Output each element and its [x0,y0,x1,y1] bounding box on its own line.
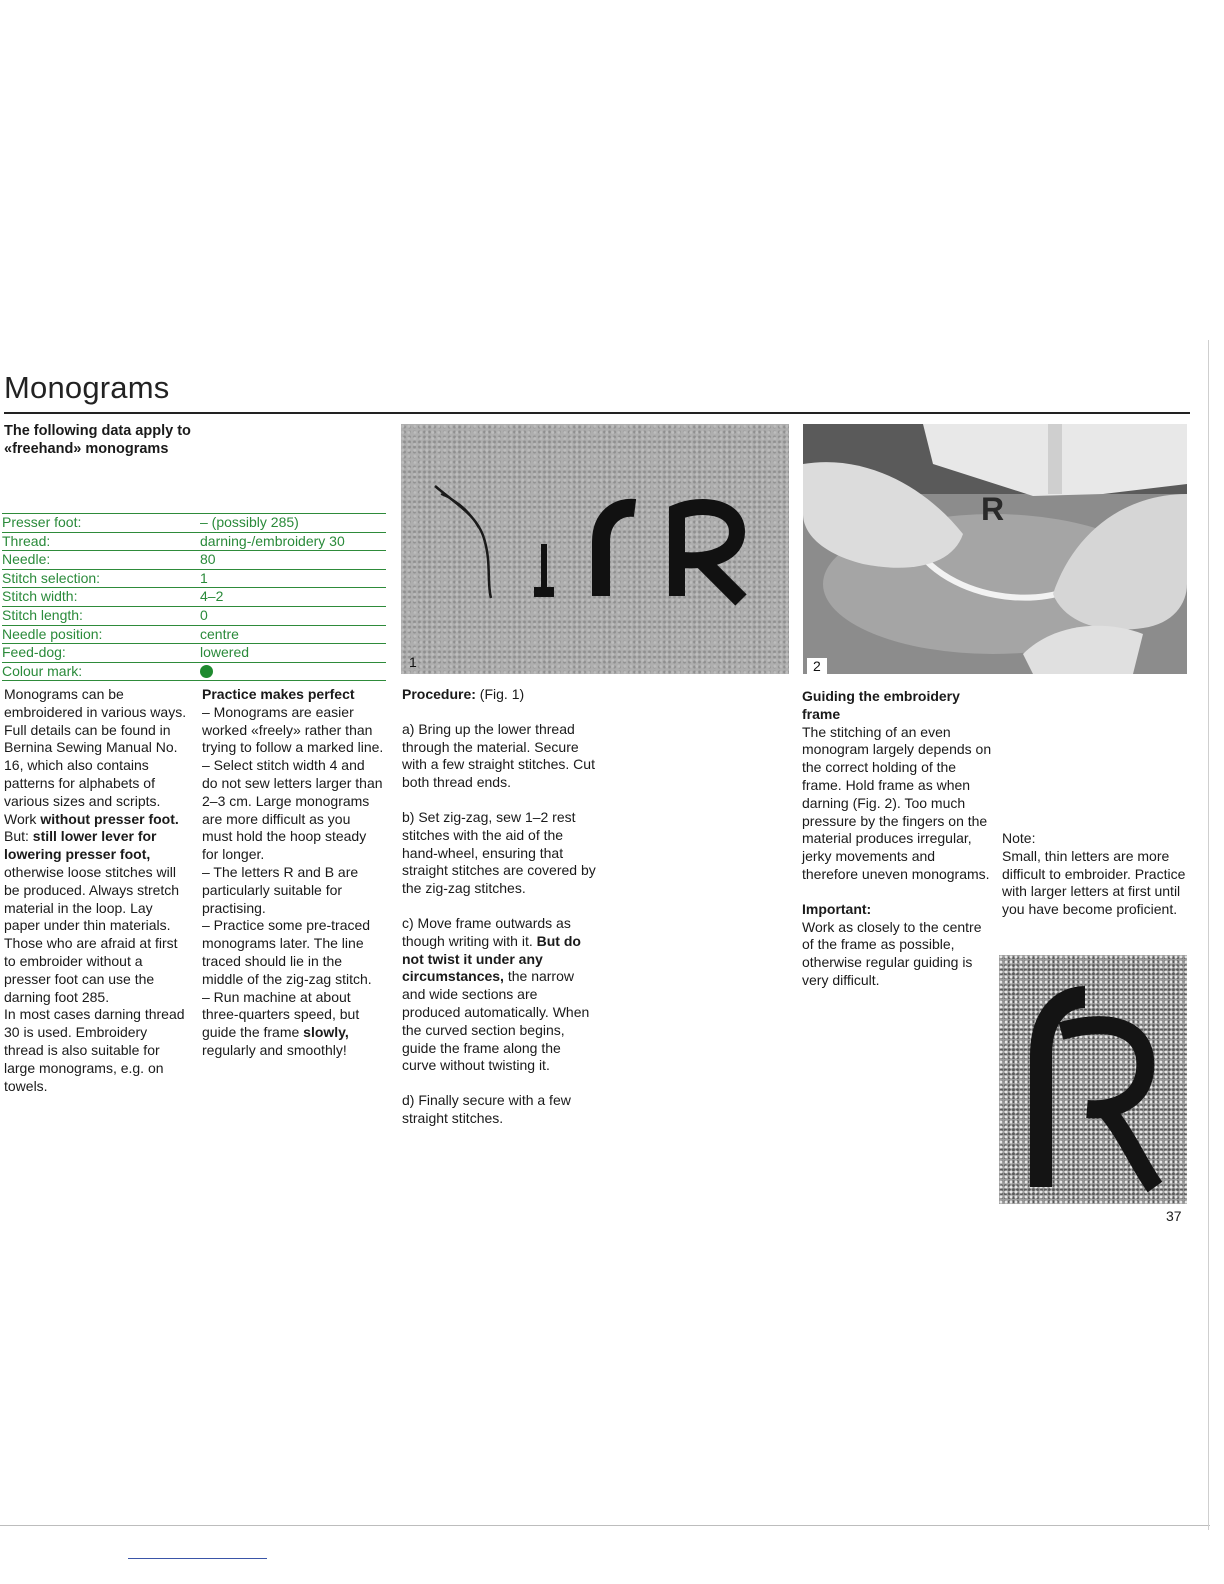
settings-label: Presser foot: [2,514,82,530]
settings-value: darning-/embroidery 30 [200,532,345,549]
figure-2-photo [803,424,1187,674]
page-edge [1208,340,1209,1530]
settings-row [2,513,386,532]
colour-mark-dot-icon [200,665,213,678]
practice-heading: Practice makes perfect [202,686,355,702]
practice-item: – Run machine at about three-quarters speed, but guide the frame slowly, regularly and smoothly! [202,988,360,1058]
figure-3-monogram-r [999,955,1187,1204]
settings-value: centre [200,625,239,642]
guiding-paragraph: The stitching of an even monogram largely depends on the correct holding of the frame. Hold frame as when darning (Fig. 2). Too much pressure by the fingers on the material produces irregular, jerky movements and therefore uneven monograms. [802,723,992,882]
settings-row [2,606,386,625]
column-practice [202,686,384,1060]
col1-paragraph: In most cases darning thread 30 is used. Embroidery thread is also suitable for large monograms, e.g. on towels. [4,1006,185,1094]
settings-row [2,662,386,682]
important-heading: Important: [802,900,872,917]
important-paragraph: Work as closely to the centre of the frame as possible, otherwise regular guiding is very difficult. [802,918,982,988]
settings-row [2,532,386,551]
settings-value: 4–2 [200,588,224,605]
settings-row [2,569,386,588]
svg-text:R: R [981,491,1005,527]
note-label: Note: [1002,830,1036,846]
procedure-heading: Procedure: (Fig. 1) [402,686,525,702]
figure-1-label: 1 [409,654,417,670]
settings-value [200,663,213,682]
settings-value: 0 [200,606,208,623]
practice-item: – Practice some pre-traced monograms later. The line traced should lie in the middle of the zig-zag stitch. [202,917,372,987]
column-procedure [402,686,596,1128]
bottom-rule [0,1525,1210,1526]
settings-value: – (possibly 285) [200,514,299,530]
title-rule [4,412,1190,414]
settings-table [2,513,386,681]
settings-label: Feed-dog: [2,644,66,661]
col1-paragraph: Monograms can be embroidered in various ways. Full details can be found in Bernina Sewing Manual No. 16, which also contains patterns for alphabets of various sizes and scripts. [4,686,187,809]
column-intro-text [4,686,190,1095]
procedure-step-d: d) Finally secure with a few straight stitches. [402,1092,571,1126]
column-guiding [802,688,992,990]
settings-label: Colour mark: [2,662,83,679]
settings-value: lowered [200,644,250,661]
figure-1-photo [401,424,789,674]
settings-label: Stitch width: [2,588,78,605]
intro-heading: The following data apply to «freehand» monograms [4,423,191,457]
guiding-heading: Guiding the embroidery frame [802,688,960,722]
footer-rule [128,1558,267,1559]
figure-3-photo [999,955,1187,1204]
practice-item: – Monograms are easier worked «freely» rather than trying to follow a marked line. [202,703,384,756]
col1-paragraph: Work without presser foot. But: still lower lever for lowering presser foot, otherwise loose stitches will be produced. Always stretch material in the loop. Lay paper under thin materials. [4,810,180,934]
settings-row [2,625,386,644]
settings-label: Needle position: [2,625,103,642]
column-note [1002,830,1188,919]
procedure-step-a: a) Bring up the lower thread through the material. Secure with a few straight stitches. Cut both thread ends. [402,720,595,791]
settings-value: 80 [200,551,216,568]
figure-1-illustration [401,424,789,674]
practice-item: – Select stitch width 4 and do not sew letters larger than 2–3 cm. Large monograms are more difficult as you must hold the hoop steady for longer. [202,757,383,863]
page-number: 37 [1166,1208,1182,1224]
figure-2-illustration [803,424,1187,674]
settings-label: Thread: [2,532,51,549]
settings-label: Stitch selection: [2,569,101,586]
note-text: Small, thin letters are more difficult to embroider. Practice with larger letters at first until you have become proficient. [1002,847,1186,918]
settings-label: Needle: [2,551,51,568]
settings-row [2,550,386,569]
settings-label: Stitch length: [2,606,83,623]
practice-item: – The letters R and B are particularly suitable for practising. [202,863,359,916]
page-title: Monograms [4,370,170,405]
settings-row [2,643,386,662]
settings-value: 1 [200,569,208,586]
figure-2-label: 2 [807,658,827,674]
procedure-step-b: b) Set zig-zag, sew 1–2 rest stitches with the aid of the hand-wheel, ensuring that straight stitches are covered by the zig-zag stitches. [402,808,596,897]
col1-paragraph: Those who are afraid at first to embroider without a presser foot can use the darning foot 285. [4,935,178,1005]
procedure-step-c: c) Move frame outwards as though writing with it. But do not twist it under any circumstances, the narrow and wide sections are produced automatically. When the curved section begins, guide the frame along the curve without twisting it. [402,914,590,1074]
settings-row [2,587,386,606]
